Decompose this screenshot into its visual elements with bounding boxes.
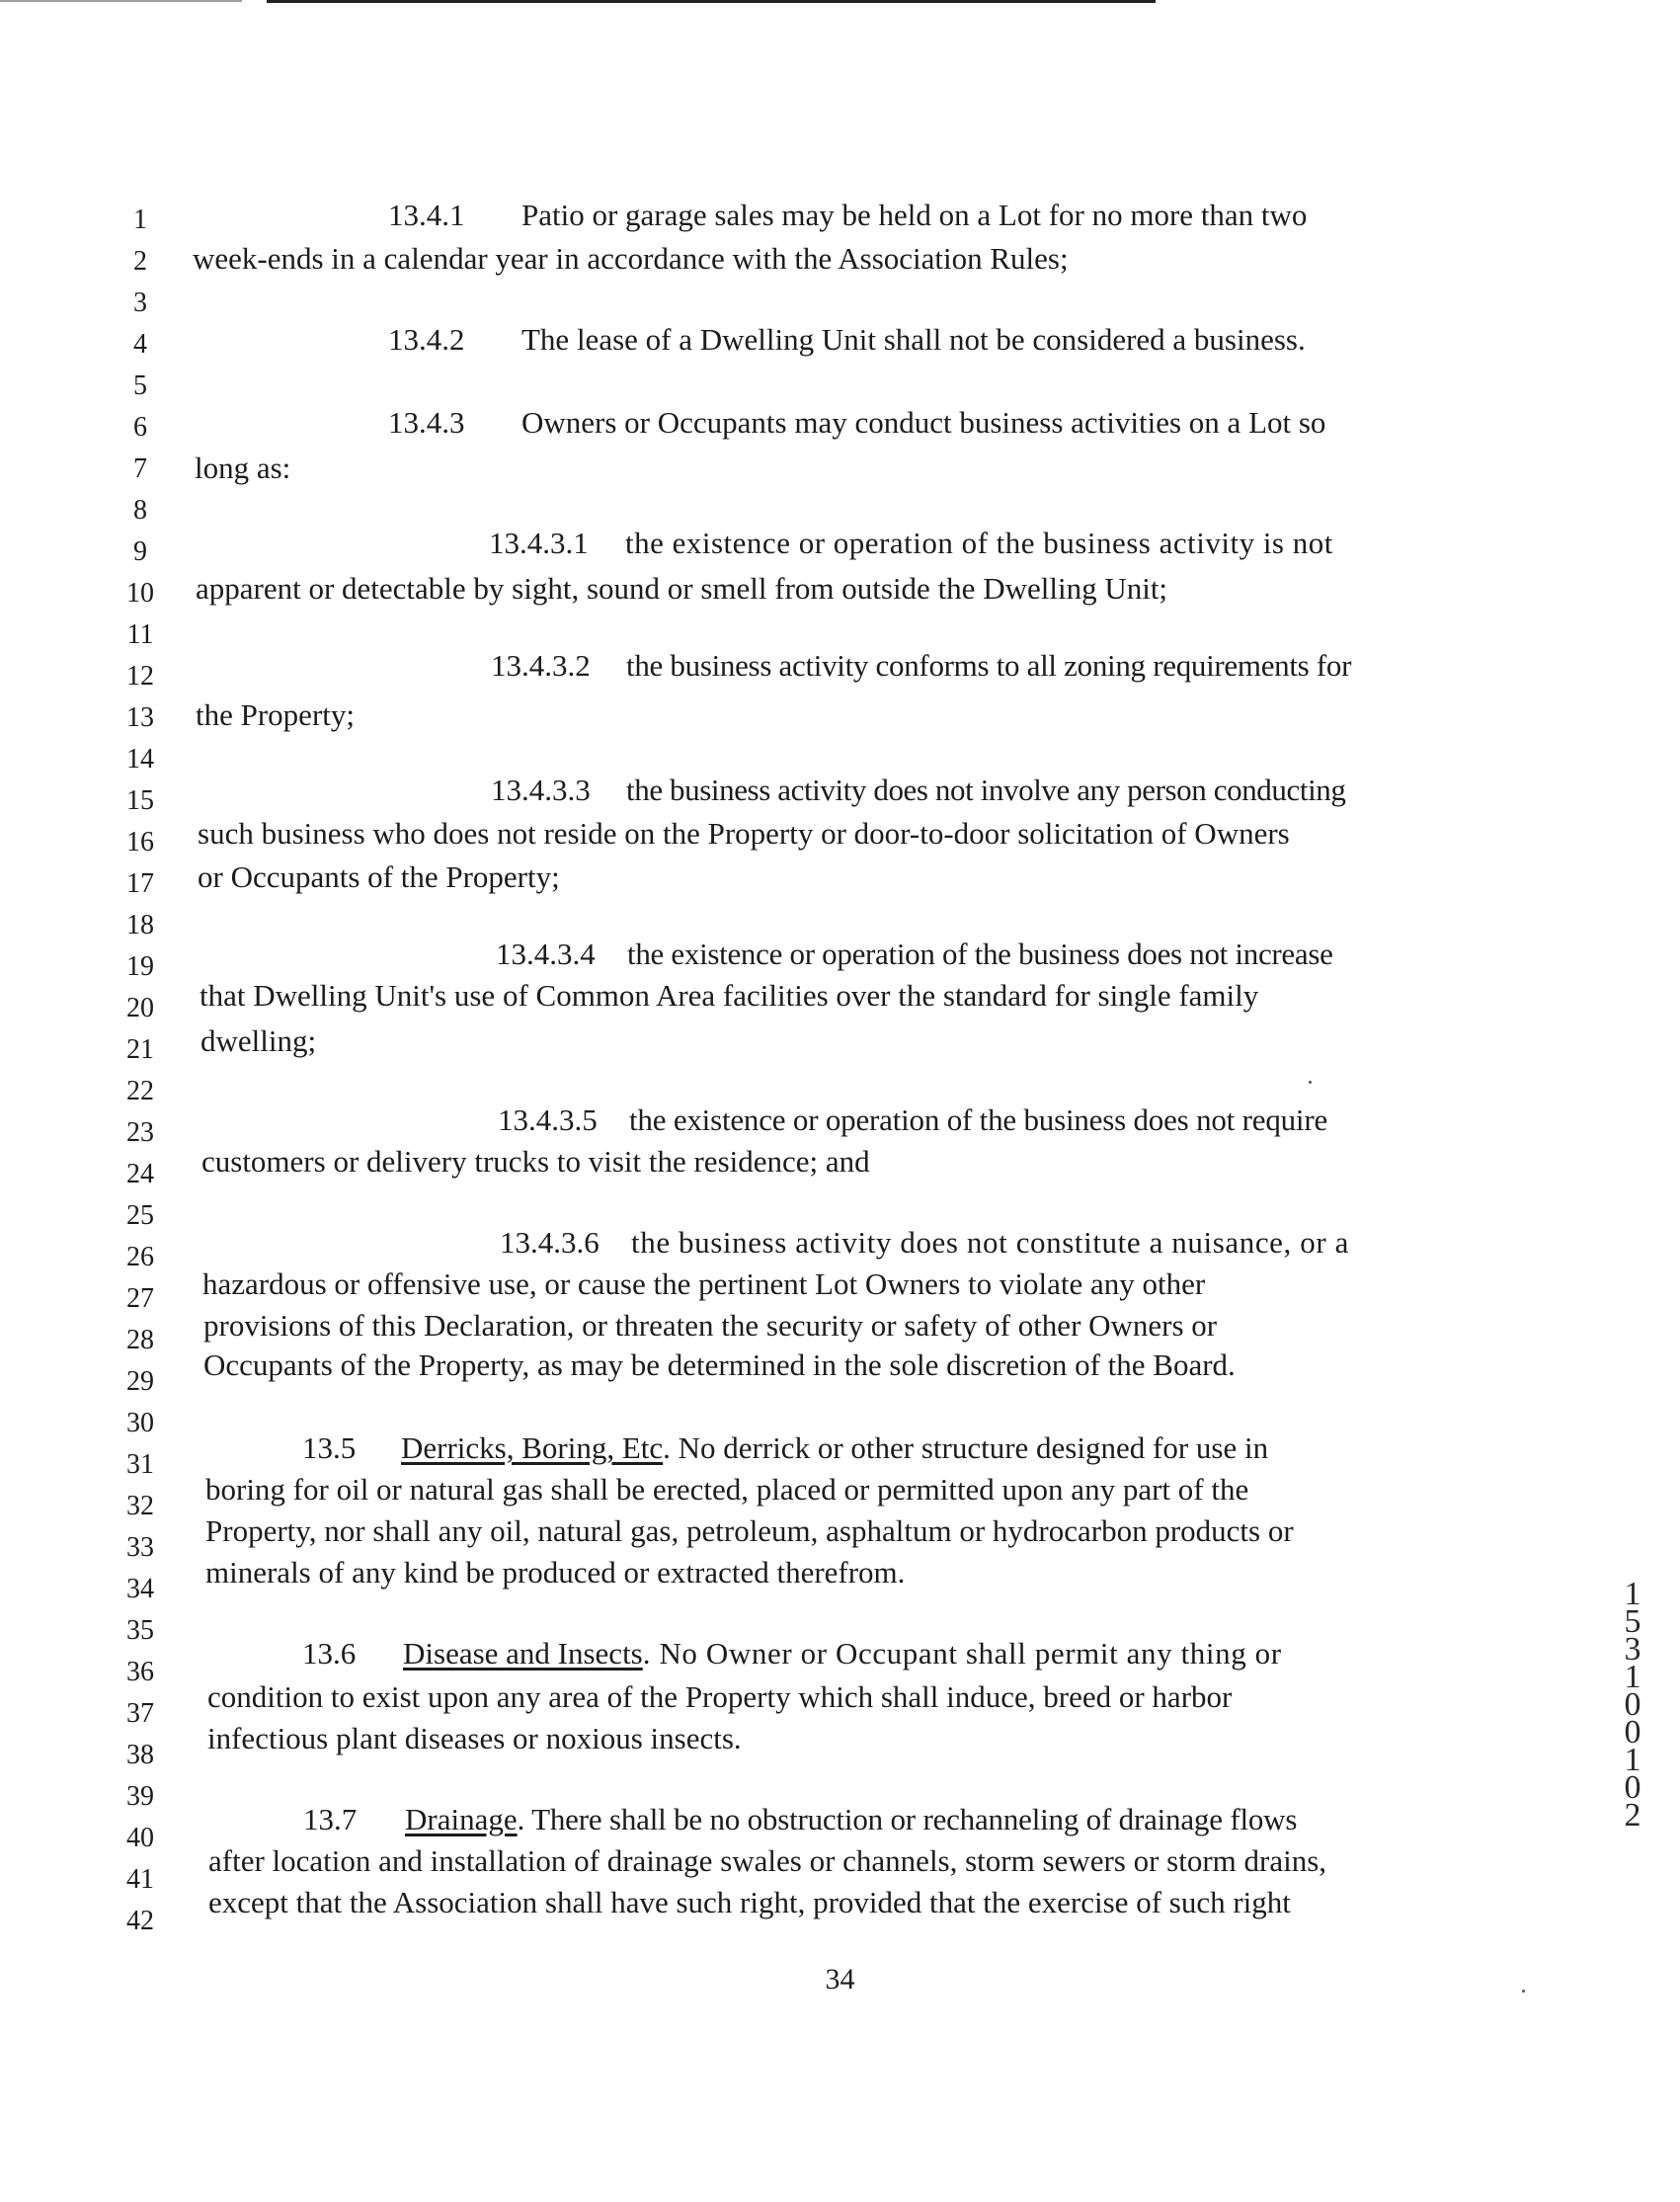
paragraph-text: . There shall be no obstruction or rechanneling of drainage flows (517, 1802, 1298, 1836)
paragraph-text: the Property; (196, 697, 355, 732)
line-number: 29 (126, 1366, 154, 1397)
recording-stamp (1613, 1576, 1652, 1834)
stamp-character: 0 (1624, 1686, 1641, 1723)
paragraph-text: or Occupants of the Property; (198, 859, 560, 894)
line-number: 32 (126, 1491, 154, 1521)
line-number: 37 (126, 1698, 154, 1729)
line-number: 14 (126, 744, 154, 775)
line-number: 28 (126, 1325, 154, 1355)
section-number: 13.4.2 (388, 322, 465, 357)
line-number: 20 (126, 993, 154, 1023)
line-number: 42 (126, 1906, 154, 1936)
line-number: 15 (126, 785, 154, 816)
line-number: 19 (126, 951, 154, 982)
section-heading: Derricks, Boring, Etc (401, 1430, 664, 1465)
paragraph-text: boring for oil or natural gas shall be erected, placed or permitted upon any part of the (205, 1472, 1249, 1507)
scan-top-rule (267, 0, 1156, 3)
stamp-character: 0 (1624, 1714, 1641, 1751)
section-number: 13.5 (302, 1430, 357, 1465)
line-number: 2 (133, 246, 147, 277)
line-number: 7 (133, 453, 147, 484)
line-number: 18 (126, 910, 154, 940)
paragraph-text: . No Owner or Occupant shall permit any thing or (642, 1636, 1282, 1671)
paragraph-text: hazardous or offensive use, or cause the pertinent Lot Owners to violate any other (202, 1266, 1206, 1301)
paragraph-text: Patio or garage sales may be held on a Lot for no more than two (521, 198, 1308, 232)
line-number: 22 (126, 1076, 154, 1106)
line-number: 11 (126, 619, 154, 650)
paragraph-text: Occupants of the Property, as may be determined in the sole discretion of the Board. (203, 1347, 1236, 1382)
stamp-character: 1 (1624, 1659, 1641, 1695)
paragraph-text: the business activity conforms to all zoning requirements for (626, 648, 1352, 683)
line-number: 12 (126, 661, 154, 692)
line-number: 21 (126, 1034, 154, 1065)
paragraph-text: Owners or Occupants may conduct business activities on a Lot so (521, 405, 1326, 440)
line-number: 34 (126, 1574, 154, 1604)
paragraph-text: the existence or operation of the business does not increase (627, 937, 1333, 971)
paragraph-text: long as: (195, 450, 291, 485)
paragraph-text: minerals of any kind be produced or extracted therefrom. (205, 1555, 906, 1590)
section-number: 13.4.3.5 (498, 1102, 598, 1137)
line-number: 3 (133, 287, 147, 318)
paragraph-text: except that the Association shall have such right, provided that the exercise of such right (208, 1885, 1291, 1919)
line-number: 17 (126, 868, 154, 899)
paragraph-text: dwelling; (200, 1023, 317, 1058)
line-number: 33 (126, 1532, 154, 1563)
line-number: 4 (133, 329, 147, 360)
paragraph-text: customers or delivery trucks to visit the residence; and (201, 1144, 870, 1179)
paragraph-text: the existence or operation of the business activity is not (625, 526, 1333, 560)
line-number: 24 (126, 1159, 154, 1189)
section-number: 13.6 (302, 1636, 357, 1671)
line-number: 36 (126, 1657, 154, 1687)
line-number: 8 (133, 495, 147, 526)
scan-speck (1522, 1990, 1525, 1993)
scan-speck (1309, 1081, 1312, 1084)
paragraph-text: condition to exist upon any area of the Property which shall induce, breed or harbor (207, 1679, 1233, 1714)
line-number: 40 (126, 1823, 154, 1853)
line-number: 25 (126, 1200, 154, 1231)
paragraph-text: the business activity does not involve any person conducting (626, 773, 1346, 807)
paragraph-text: Property, nor shall any oil, natural gas, petroleum, asphaltum or hydrocarbon products or (205, 1513, 1294, 1548)
paragraph-text: apparent or detectable by sight, sound or smell from outside the Dwelling Unit; (196, 571, 1168, 606)
section-number: 13.4.3.1 (489, 526, 589, 560)
line-number: 38 (126, 1740, 154, 1770)
line-number: 9 (133, 536, 147, 567)
stamp-character: 0 (1624, 1769, 1641, 1806)
stamp-character: 1 (1624, 1742, 1641, 1778)
paragraph-text: that Dwelling Unit's use of Common Area facilities over the standard for single family (200, 978, 1259, 1013)
paragraph-text: infectious plant diseases or noxious insects. (207, 1721, 742, 1755)
paragraph-text: the existence or operation of the business does not require (629, 1102, 1328, 1137)
paragraph-text: week-ends in a calendar year in accordance with the Association Rules; (193, 241, 1069, 276)
line-number: 39 (126, 1781, 154, 1812)
paragraph-text: after location and installation of drainage swales or channels, storm sewers or storm drains, (208, 1843, 1327, 1878)
paragraph-text: . No derrick or other structure designed for use in (663, 1430, 1269, 1465)
section-number: 13.4.3 (388, 405, 465, 440)
section-number: 13.4.1 (388, 198, 465, 232)
section-number: 13.4.3.3 (491, 773, 591, 807)
stamp-character: 3 (1624, 1631, 1641, 1668)
line-number: 13 (126, 702, 154, 733)
line-number: 16 (126, 827, 154, 857)
line-number: 23 (126, 1117, 154, 1148)
line-number: 1 (133, 204, 147, 235)
stamp-character: 5 (1624, 1603, 1641, 1640)
line-number: 31 (126, 1449, 154, 1480)
line-number: 30 (126, 1408, 154, 1438)
line-number: 6 (133, 412, 147, 443)
paragraph-text: such business who does not reside on the Property or door-to-door solicitation of Owners (198, 816, 1290, 851)
stamp-character: 2 (1624, 1797, 1641, 1834)
section-heading: Drainage (405, 1802, 518, 1836)
section-number: 13.4.3.4 (496, 937, 596, 971)
line-number: 10 (126, 578, 154, 609)
paragraph-text: The lease of a Dwelling Unit shall not be considered a business. (521, 322, 1306, 357)
page-number: 34 (825, 1963, 855, 1996)
paragraph-text: provisions of this Declaration, or threaten the security or safety of other Owners or (203, 1308, 1218, 1343)
scan-edge-line (0, 0, 242, 2)
line-number: 27 (126, 1283, 154, 1314)
line-number: 5 (133, 370, 147, 401)
stamp-character: 1 (1624, 1576, 1641, 1612)
line-number: 35 (126, 1615, 154, 1646)
section-number: 13.4.3.2 (491, 648, 591, 683)
line-number: 41 (126, 1864, 154, 1895)
section-number: 13.4.3.6 (500, 1225, 600, 1260)
line-number: 26 (126, 1242, 154, 1272)
section-number: 13.7 (303, 1802, 358, 1836)
section-heading: Disease and Insects (403, 1636, 643, 1671)
paragraph-text: the business activity does not constitute a nuisance, or a (631, 1225, 1349, 1260)
